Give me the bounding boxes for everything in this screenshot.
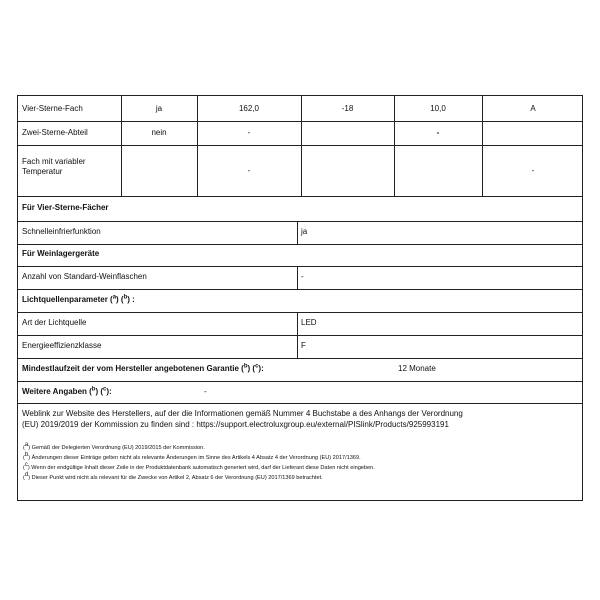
compartment-cell: 162,0 [238,104,260,113]
row-label: Energieeffizienzklasse [22,341,102,350]
energy-data-sheet [17,95,583,501]
row-divider [18,221,582,222]
compartment-cell: nein [151,128,167,137]
row-divider [18,403,582,404]
footnote: ($^a$) Gemäß der Delegierten Verordnung (EU) 2019/2015 der Kommission. [23,442,205,451]
row-label: Art der Lichtquelle [22,318,87,327]
more-info-label: Weitere Angaben ($^b$) ($^c$): [22,386,112,396]
column-divider [297,312,298,358]
row-divider [18,145,582,146]
compartment-cell: - [531,166,535,175]
row-value: ja [301,227,308,236]
row-value: LED [301,318,317,327]
compartment-name: Fach mit variabler Temperatur [22,157,86,176]
section-heading: Für Weinlagergeräte [22,249,100,258]
row-divider [18,244,582,245]
row-divider [18,381,582,382]
row-divider [18,289,582,290]
column-divider [297,221,298,244]
compartment-name: Zwei-Sterne-Abteil [22,128,88,137]
compartment-cell: -18 [341,104,354,113]
compartment-cell: ja [155,104,163,113]
row-label: Anzahl von Standard-Weinflaschen [22,272,147,281]
row-value: F [301,341,306,350]
compartment-cell: A [530,104,536,113]
footnote: ($^b$) Änderungen dieser Einträge gelten nicht als relevante Änderungen im Sinne des Artikels 4 Absatz 4 der Verordnung (EU) 2017/1369. [23,452,361,461]
compartment-cell: 10,0 [430,104,446,113]
row-divider [18,335,582,336]
section-heading: Lichtquellenparameter ($^a$) ($^b$) : [22,294,135,304]
compartment-cell: - [247,128,251,137]
row-divider [18,196,582,197]
column-divider [297,266,298,289]
section-heading: Für Vier-Sterne-Fächer [22,203,109,212]
compartment-cell: - [436,128,440,137]
weblink-text: (EU) 2019/2019 der Kommission zu finden sind : https://support.electroluxgroup.eu/external/PISlink/Products/925993191 [22,420,449,429]
warranty-label: Mindestlaufzeit der vom Hersteller angebotenen Garantie ($^b$) ($^c$): [22,363,264,373]
warranty-value: 12 Monate [398,364,436,373]
compartment-cell: - [247,166,251,175]
row-divider [18,121,582,122]
footnote: ($^c$) Wenn der endgültige Inhalt dieser Zeile in der Produktdatenbank automatisch generiert wird, darf der Lieferant diese Daten nicht eingeben. [23,462,375,471]
more-info-value: - [204,387,207,396]
compartment-name: Vier-Sterne-Fach [22,104,83,113]
row-value: - [301,272,304,281]
footnote: ($^d$) Dieser Punkt wird nicht als relevant für die Zwecke von Artikel 2, Absatz 6 der Verordnung (EU) 2017/1369 betrachtet. [23,472,323,481]
weblink-text: Weblink zur Website des Herstellers, auf der die Informationen gemäß Nummer 4 Buchstabe a des Anhangs der Verordnung [22,409,463,418]
row-label: Schnelleinfrierfunktion [22,227,101,236]
row-divider [18,312,582,313]
row-divider [18,358,582,359]
row-divider [18,266,582,267]
